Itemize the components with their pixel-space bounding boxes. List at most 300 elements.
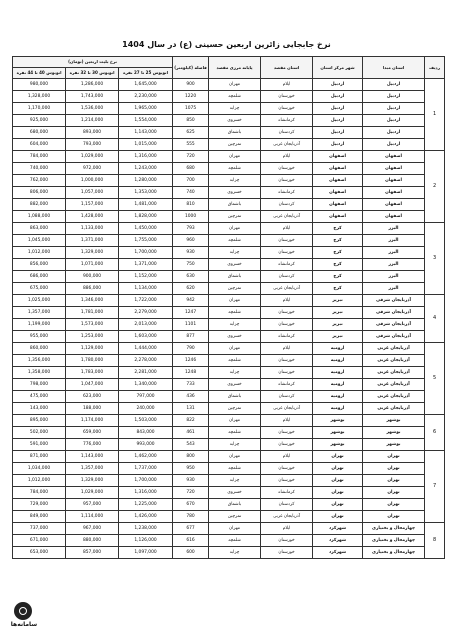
dest-province-cell: خوزستان: [261, 235, 313, 247]
border-cell: تمرچین: [209, 139, 261, 151]
distance-cell: 461: [173, 427, 209, 439]
border-cell: مهران: [209, 415, 261, 427]
table-row: [13, 163, 445, 175]
origin-city-cell: تبریز: [313, 319, 363, 331]
fare-b-cell: 776,000: [66, 439, 119, 451]
border-cell: باشماق: [209, 271, 261, 283]
header-border: پایانه مرزی مقصد: [209, 57, 261, 79]
origin-city-cell: کرج: [313, 259, 363, 271]
fare-a-cell: 1,134,000: [119, 283, 173, 295]
fare-b-cell: 857,000: [66, 547, 119, 559]
border-cell: خسروی: [209, 379, 261, 391]
fare-a-cell: 1,353,000: [119, 187, 173, 199]
distance-cell: 600: [173, 547, 209, 559]
logo-text: سامانه‌ها: [10, 621, 38, 628]
fare-a-cell: 1,462,000: [119, 451, 173, 463]
distance-cell: 625: [173, 127, 209, 139]
border-cell: شلمچه: [209, 355, 261, 367]
origin-city-cell: تهران: [313, 499, 363, 511]
origin-province-cell: البرز: [363, 223, 425, 235]
fare-a-cell: 1,965,000: [119, 103, 173, 115]
dest-province-cell: خوزستان: [261, 91, 313, 103]
origin-province-cell: آذربایجان شرقی: [363, 307, 425, 319]
group-index-cell: 1: [425, 79, 445, 151]
origin-province-cell: آذربایجان غربی: [363, 379, 425, 391]
table-row: [13, 199, 445, 211]
group-index-cell: 5: [425, 343, 445, 415]
distance-cell: 900: [173, 79, 209, 91]
header-bus-c: اتوبوس 40 تا 44 نفره: [13, 68, 66, 79]
fare-a-cell: 1,426,000: [119, 511, 173, 523]
dest-province-cell: ایلام: [261, 523, 313, 535]
origin-province-cell: آذربایجان غربی: [363, 403, 425, 415]
origin-city-cell: تهران: [313, 511, 363, 523]
dest-province-cell: کرمانشاه: [261, 487, 313, 499]
dest-province-cell: کردستان: [261, 199, 313, 211]
dest-province-cell: کردستان: [261, 271, 313, 283]
table-row: [13, 271, 445, 283]
fare-b-cell: 1,357,000: [66, 463, 119, 475]
dest-province-cell: ایلام: [261, 343, 313, 355]
fare-b-cell: 793,000: [66, 139, 119, 151]
dest-province-cell: ایلام: [261, 151, 313, 163]
distance-cell: 793: [173, 223, 209, 235]
origin-city-cell: اصفهان: [313, 175, 363, 187]
border-cell: شلمچه: [209, 307, 261, 319]
header-radif: ردیف: [425, 57, 445, 79]
fare-a-cell: 1,280,000: [119, 175, 173, 187]
table-row: [13, 439, 445, 451]
distance-cell: 620: [173, 283, 209, 295]
distance-cell: 670: [173, 499, 209, 511]
origin-province-cell: تهران: [363, 499, 425, 511]
border-cell: مهران: [209, 451, 261, 463]
fare-b-cell: 972,000: [66, 163, 119, 175]
border-cell: چزابه: [209, 175, 261, 187]
origin-province-cell: تهران: [363, 451, 425, 463]
table-row: [13, 187, 445, 199]
distance-cell: 1246: [173, 355, 209, 367]
origin-city-cell: ارومیه: [313, 367, 363, 379]
table-body: [13, 79, 445, 559]
fare-c-cell: 849,000: [13, 511, 66, 523]
fare-b-cell: 1,346,000: [66, 295, 119, 307]
fare-c-cell: 1,170,000: [13, 103, 66, 115]
fare-b-cell: 1,781,000: [66, 307, 119, 319]
table-row: [13, 139, 445, 151]
header-origin-city: شهر مرکز استان: [313, 57, 363, 79]
fare-b-cell: 1,743,000: [66, 91, 119, 103]
table-row: [13, 175, 445, 187]
fare-c-cell: 1,328,000: [13, 91, 66, 103]
table-row: [13, 343, 445, 355]
distance-cell: 800: [173, 451, 209, 463]
fare-c-cell: 856,000: [13, 259, 66, 271]
origin-province-cell: آذربایجان شرقی: [363, 331, 425, 343]
distance-cell: 1101: [173, 319, 209, 331]
origin-city-cell: ارومیه: [313, 379, 363, 391]
border-cell: تمرچین: [209, 403, 261, 415]
origin-city-cell: تبریز: [313, 295, 363, 307]
dest-province-cell: کرمانشاه: [261, 259, 313, 271]
origin-province-cell: اصفهان: [363, 175, 425, 187]
distance-cell: 555: [173, 139, 209, 151]
site-logo: [6, 602, 42, 636]
fare-c-cell: 475,000: [13, 391, 66, 403]
header-dest-province: استان مقصد: [261, 57, 313, 79]
dest-province-cell: خوزستان: [261, 535, 313, 547]
dest-province-cell: خوزستان: [261, 475, 313, 487]
fare-c-cell: 680,000: [13, 127, 66, 139]
table-row: [13, 331, 445, 343]
border-cell: باشماق: [209, 391, 261, 403]
page-title: نرخ جابجایی زائرین اربعین حسینی (ع) در سال 1404: [122, 40, 331, 49]
border-cell: چزابه: [209, 547, 261, 559]
fare-a-cell: 993,000: [119, 439, 173, 451]
fare-a-cell: 1,700,000: [119, 247, 173, 259]
origin-city-cell: ارومیه: [313, 403, 363, 415]
table-row: [13, 355, 445, 367]
fare-a-cell: 1,722,000: [119, 295, 173, 307]
table-row: [13, 295, 445, 307]
origin-city-cell: اردبیل: [313, 139, 363, 151]
fare-a-cell: 797,000: [119, 391, 173, 403]
fare-c-cell: 143,000: [13, 403, 66, 415]
origin-city-cell: کرج: [313, 283, 363, 295]
origin-city-cell: کرج: [313, 247, 363, 259]
distance-cell: 950: [173, 463, 209, 475]
origin-province-cell: اردبیل: [363, 79, 425, 91]
dest-province-cell: ایلام: [261, 223, 313, 235]
distance-cell: 822: [173, 415, 209, 427]
dest-province-cell: کردستان: [261, 127, 313, 139]
fare-c-cell: 1,358,000: [13, 367, 66, 379]
fare-b-cell: 1,371,000: [66, 235, 119, 247]
dest-province-cell: ایلام: [261, 451, 313, 463]
dest-province-cell: کرمانشاه: [261, 187, 313, 199]
origin-city-cell: بوشهر: [313, 439, 363, 451]
fare-a-cell: 1,243,000: [119, 163, 173, 175]
fare-a-cell: 1,450,000: [119, 223, 173, 235]
origin-province-cell: بوشهر: [363, 415, 425, 427]
fare-b-cell: 893,000: [66, 127, 119, 139]
dest-province-cell: خوزستان: [261, 319, 313, 331]
distance-cell: 960: [173, 235, 209, 247]
border-cell: شلمچه: [209, 427, 261, 439]
distance-cell: 930: [173, 475, 209, 487]
group-index-cell: 7: [425, 451, 445, 523]
table-row: [13, 115, 445, 127]
fare-c-cell: 955,000: [13, 331, 66, 343]
origin-province-cell: تهران: [363, 463, 425, 475]
dest-province-cell: خوزستان: [261, 439, 313, 451]
distance-cell: 1220: [173, 91, 209, 103]
fare-c-cell: 784,000: [13, 487, 66, 499]
origin-province-cell: البرز: [363, 271, 425, 283]
table-row: [13, 415, 445, 427]
dest-province-cell: خوزستان: [261, 547, 313, 559]
fare-c-cell: 1,088,000: [13, 211, 66, 223]
origin-city-cell: کرج: [313, 223, 363, 235]
origin-province-cell: البرز: [363, 247, 425, 259]
fare-a-cell: 1,755,000: [119, 235, 173, 247]
group-index-cell: 3: [425, 223, 445, 295]
origin-province-cell: اصفهان: [363, 163, 425, 175]
fare-a-cell: 1,481,000: [119, 199, 173, 211]
fare-a-cell: 1,737,000: [119, 463, 173, 475]
fare-b-cell: 659,000: [66, 427, 119, 439]
dest-province-cell: خوزستان: [261, 427, 313, 439]
fare-c-cell: 686,000: [13, 271, 66, 283]
border-cell: باشماق: [209, 199, 261, 211]
fare-a-cell: 1,316,000: [119, 487, 173, 499]
fare-b-cell: 900,000: [66, 271, 119, 283]
fare-c-cell: 1,356,000: [13, 355, 66, 367]
origin-province-cell: تهران: [363, 487, 425, 499]
dest-province-cell: کرمانشاه: [261, 331, 313, 343]
fare-c-cell: 1,025,000: [13, 295, 66, 307]
table-row: [13, 211, 445, 223]
origin-province-cell: اصفهان: [363, 199, 425, 211]
dest-province-cell: آذربایجان غربی: [261, 139, 313, 151]
fare-b-cell: 1,000,000: [66, 175, 119, 187]
fare-b-cell: 1,329,000: [66, 247, 119, 259]
origin-province-cell: آذربایجان غربی: [363, 355, 425, 367]
dest-province-cell: خوزستان: [261, 367, 313, 379]
fare-a-cell: 2,013,000: [119, 319, 173, 331]
distance-cell: 720: [173, 487, 209, 499]
fare-a-cell: 240,000: [119, 403, 173, 415]
fare-b-cell: 1,174,000: [66, 415, 119, 427]
table-row: [13, 307, 445, 319]
distance-cell: 436: [173, 391, 209, 403]
origin-city-cell: تهران: [313, 451, 363, 463]
border-cell: شلمچه: [209, 235, 261, 247]
fare-a-cell: 1,700,000: [119, 475, 173, 487]
fare-c-cell: 740,000: [13, 163, 66, 175]
dest-province-cell: ایلام: [261, 295, 313, 307]
fare-b-cell: 188,000: [66, 403, 119, 415]
fare-c-cell: 675,000: [13, 283, 66, 295]
border-cell: خسروی: [209, 487, 261, 499]
table-row: [13, 235, 445, 247]
group-index-cell: 2: [425, 151, 445, 223]
fare-b-cell: 880,000: [66, 535, 119, 547]
border-cell: تمرچین: [209, 511, 261, 523]
fare-c-cell: 871,000: [13, 451, 66, 463]
dest-province-cell: ایلام: [261, 415, 313, 427]
table-row: [13, 475, 445, 487]
fare-b-cell: 1,428,000: [66, 211, 119, 223]
dest-province-cell: خوزستان: [261, 307, 313, 319]
dest-province-cell: خوزستان: [261, 463, 313, 475]
header-origin-province: استان مبدا: [363, 57, 425, 79]
border-cell: مهران: [209, 79, 261, 91]
table-row: [13, 247, 445, 259]
border-cell: مهران: [209, 295, 261, 307]
fare-c-cell: 762,000: [13, 175, 66, 187]
distance-cell: 733: [173, 379, 209, 391]
fare-b-cell: 1,214,000: [66, 115, 119, 127]
fare-c-cell: 882,000: [13, 199, 66, 211]
fare-a-cell: 1,316,000: [119, 151, 173, 163]
border-cell: چزابه: [209, 247, 261, 259]
fare-a-cell: 1,152,000: [119, 271, 173, 283]
border-cell: باشماق: [209, 499, 261, 511]
fare-b-cell: 1,536,000: [66, 103, 119, 115]
table-row: [13, 451, 445, 463]
distance-cell: 677: [173, 523, 209, 535]
border-cell: تمرچین: [209, 283, 261, 295]
fare-a-cell: 1,503,000: [119, 415, 173, 427]
fare-a-cell: 2,279,000: [119, 307, 173, 319]
distance-cell: 780: [173, 511, 209, 523]
table-row: [13, 499, 445, 511]
fare-c-cell: 729,000: [13, 499, 66, 511]
header-fare-group: نرخ بلیت اربعین (تومان): [13, 57, 173, 68]
table-row: [13, 259, 445, 271]
distance-cell: 810: [173, 199, 209, 211]
fare-b-cell: 1,329,000: [66, 475, 119, 487]
fare-b-cell: 1,057,000: [66, 187, 119, 199]
origin-city-cell: تهران: [313, 487, 363, 499]
origin-city-cell: تبریز: [313, 307, 363, 319]
origin-province-cell: تهران: [363, 511, 425, 523]
fare-table: [12, 56, 445, 559]
fare-b-cell: 1,253,000: [66, 331, 119, 343]
fare-b-cell: 967,000: [66, 523, 119, 535]
origin-city-cell: اصفهان: [313, 163, 363, 175]
fare-a-cell: 1,238,000: [119, 523, 173, 535]
distance-cell: 700: [173, 175, 209, 187]
distance-cell: 1248: [173, 367, 209, 379]
fare-b-cell: 1,157,000: [66, 199, 119, 211]
fare-c-cell: 1,012,000: [13, 247, 66, 259]
table-row: [13, 223, 445, 235]
origin-province-cell: البرز: [363, 283, 425, 295]
distance-cell: 850: [173, 115, 209, 127]
fare-b-cell: 1,029,000: [66, 487, 119, 499]
fare-a-cell: 1,444,000: [119, 343, 173, 355]
fare-c-cell: 784,000: [13, 151, 66, 163]
distance-cell: 877: [173, 331, 209, 343]
origin-city-cell: اصفهان: [313, 151, 363, 163]
fare-c-cell: 798,000: [13, 379, 66, 391]
border-cell: چزابه: [209, 103, 261, 115]
origin-province-cell: چهارمحال و بختیاری: [363, 523, 425, 535]
dest-province-cell: خوزستان: [261, 247, 313, 259]
distance-cell: 1000: [173, 211, 209, 223]
distance-cell: 131: [173, 403, 209, 415]
border-cell: شلمچه: [209, 163, 261, 175]
fare-b-cell: 1,143,000: [66, 451, 119, 463]
dest-province-cell: خوزستان: [261, 175, 313, 187]
fare-c-cell: 860,000: [13, 343, 66, 355]
distance-cell: 942: [173, 295, 209, 307]
distance-cell: 1075: [173, 103, 209, 115]
dest-province-cell: خوزستان: [261, 163, 313, 175]
origin-province-cell: اردبیل: [363, 91, 425, 103]
table-row: [13, 319, 445, 331]
table-row: [13, 511, 445, 523]
fare-c-cell: 806,000: [13, 187, 66, 199]
dest-province-cell: کردستان: [261, 499, 313, 511]
border-cell: مهران: [209, 223, 261, 235]
border-cell: خسروی: [209, 331, 261, 343]
fare-c-cell: 1,012,000: [13, 475, 66, 487]
fare-b-cell: 1,780,000: [66, 355, 119, 367]
dest-province-cell: خوزستان: [261, 355, 313, 367]
origin-province-cell: اردبیل: [363, 103, 425, 115]
distance-cell: 616: [173, 535, 209, 547]
table-row: [13, 391, 445, 403]
header-row-1: [13, 57, 445, 68]
border-cell: مهران: [209, 343, 261, 355]
origin-city-cell: بوشهر: [313, 427, 363, 439]
origin-province-cell: اردبیل: [363, 127, 425, 139]
origin-province-cell: آذربایجان شرقی: [363, 295, 425, 307]
table-row: [13, 403, 445, 415]
origin-city-cell: اردبیل: [313, 103, 363, 115]
table-row: [13, 547, 445, 559]
table-row: [13, 151, 445, 163]
fare-c-cell: 671,000: [13, 535, 66, 547]
fare-c-cell: 604,000: [13, 139, 66, 151]
distance-cell: 1247: [173, 307, 209, 319]
border-cell: چزابه: [209, 439, 261, 451]
fare-c-cell: 737,000: [13, 523, 66, 535]
origin-city-cell: تهران: [313, 475, 363, 487]
origin-city-cell: بوشهر: [313, 415, 363, 427]
fare-c-cell: 1,199,000: [13, 319, 66, 331]
fare-c-cell: 895,000: [13, 415, 66, 427]
dest-province-cell: ایلام: [261, 79, 313, 91]
origin-city-cell: شهرکرد: [313, 547, 363, 559]
fare-c-cell: 980,000: [13, 79, 66, 91]
fare-a-cell: 1,828,000: [119, 211, 173, 223]
distance-cell: 930: [173, 247, 209, 259]
fare-b-cell: 1,047,000: [66, 379, 119, 391]
fare-a-cell: 1,554,000: [119, 115, 173, 127]
fare-a-cell: 1,225,000: [119, 499, 173, 511]
border-cell: تمرچین: [209, 211, 261, 223]
table-row: [13, 535, 445, 547]
distance-cell: 750: [173, 259, 209, 271]
table-row: [13, 523, 445, 535]
fare-c-cell: 502,000: [13, 427, 66, 439]
fare-a-cell: 1,645,000: [119, 79, 173, 91]
origin-province-cell: آذربایجان شرقی: [363, 319, 425, 331]
fare-c-cell: 1,045,000: [13, 235, 66, 247]
origin-city-cell: تهران: [313, 463, 363, 475]
origin-city-cell: اردبیل: [313, 127, 363, 139]
table-row: [13, 79, 445, 91]
fare-c-cell: 925,000: [13, 115, 66, 127]
fare-b-cell: 1,573,000: [66, 319, 119, 331]
dest-province-cell: کرمانشاه: [261, 379, 313, 391]
border-cell: شلمچه: [209, 535, 261, 547]
fare-b-cell: 1,133,000: [66, 223, 119, 235]
origin-province-cell: اصفهان: [363, 187, 425, 199]
fare-b-cell: 1,286,000: [66, 79, 119, 91]
origin-province-cell: البرز: [363, 259, 425, 271]
dest-province-cell: آذربایجان غربی: [261, 283, 313, 295]
border-cell: باشماق: [209, 127, 261, 139]
origin-province-cell: آذربایجان غربی: [363, 343, 425, 355]
fare-a-cell: 2,278,000: [119, 355, 173, 367]
border-cell: خسروی: [209, 187, 261, 199]
origin-province-cell: چهارمحال و بختیاری: [363, 547, 425, 559]
